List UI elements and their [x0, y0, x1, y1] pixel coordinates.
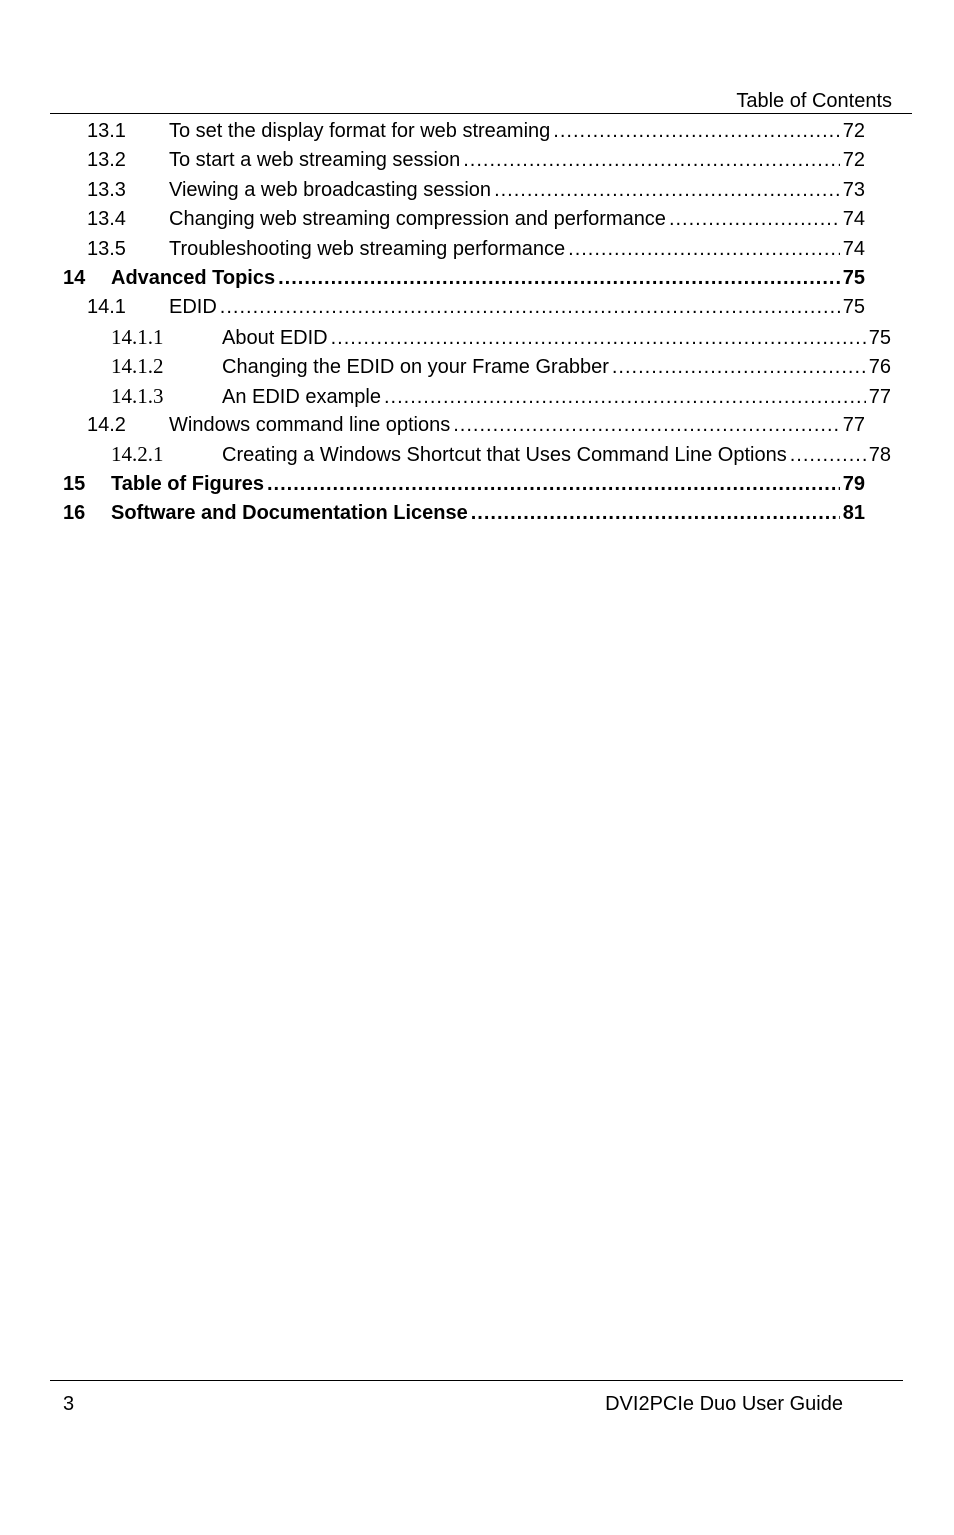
toc-entry-title: EDID: [169, 296, 217, 318]
toc-entry-title: Changing web streaming compression and performance: [169, 208, 666, 230]
toc-entry-number: 15: [63, 473, 86, 495]
toc-entry-number: 14.1: [87, 296, 126, 318]
toc-entry-title: To start a web streaming session: [169, 149, 461, 171]
footer-page-number: 3: [63, 1393, 75, 1415]
toc-entry-number: 16: [63, 502, 86, 524]
toc-dot-leader: [384, 383, 866, 412]
toc-entry-number: 14.1.3: [111, 384, 164, 408]
toc-dot-leader: [471, 499, 840, 528]
toc-entry[interactable]: [111, 382, 891, 411]
toc-dot-leader: [669, 205, 840, 234]
toc-entry-page: 75: [842, 296, 865, 318]
toc-entry-title: Windows command line options: [169, 414, 451, 436]
toc-entry-page: 79: [842, 473, 865, 495]
toc-entry-page: 81: [842, 502, 865, 524]
toc-entry-page: 74: [842, 208, 865, 230]
toc-entry-title: Viewing a web broadcasting session: [169, 179, 492, 201]
toc-entry[interactable]: [87, 411, 865, 440]
toc-entry-title: An EDID example: [222, 386, 381, 408]
toc-dot-leader: [612, 353, 866, 382]
toc-entry-number: 13.4: [87, 208, 126, 230]
toc-entry[interactable]: [63, 470, 865, 499]
toc-entry-title: Creating a Windows Shortcut that Uses Command Line Options: [222, 444, 787, 466]
toc-dot-leader: [331, 324, 866, 353]
toc-entry[interactable]: [111, 352, 891, 381]
toc-entry-number: 13.3: [87, 179, 126, 201]
toc-entry-page: 72: [842, 120, 865, 142]
toc-entry[interactable]: [87, 176, 865, 205]
toc-dot-leader: [790, 441, 866, 470]
toc-dot-leader: [278, 264, 840, 293]
toc-dot-leader: [453, 411, 840, 440]
header-divider: [50, 113, 912, 114]
running-header-title: Table of Contents: [736, 90, 892, 112]
toc-entry[interactable]: [87, 205, 865, 234]
toc-entry[interactable]: [87, 293, 865, 322]
toc-entry-page: 75: [868, 327, 891, 349]
toc-entry-page: 76: [868, 356, 891, 378]
toc-entry-number: 14: [63, 267, 86, 289]
toc-entry[interactable]: [87, 146, 865, 175]
toc-entry-title: Troubleshooting web streaming performance: [169, 238, 566, 260]
toc-entry-number: 13.5: [87, 238, 126, 260]
toc-entry-page: 73: [842, 179, 865, 201]
toc-dot-leader: [463, 146, 840, 175]
toc-entry[interactable]: [87, 117, 865, 146]
toc-entry[interactable]: [63, 264, 865, 293]
toc-entry-page: 74: [842, 238, 865, 260]
toc-entry-title: Software and Documentation License: [111, 502, 468, 524]
toc-dot-leader: [267, 470, 840, 499]
toc-dot-leader: [553, 117, 839, 146]
footer-document-title: DVI2PCIe Duo User Guide: [605, 1393, 843, 1415]
toc-entry-page: 77: [868, 386, 891, 408]
toc-entry-page: 77: [842, 414, 865, 436]
toc-dot-leader: [220, 293, 840, 322]
toc-entry-number: 13.2: [87, 149, 126, 171]
toc-entry-page: 78: [868, 444, 891, 466]
toc-entry-title: About EDID: [222, 327, 328, 349]
toc-dot-leader: [568, 235, 840, 264]
toc-entry[interactable]: [111, 323, 891, 352]
toc-entry-title: Table of Figures: [111, 473, 264, 495]
toc-entry-title: Advanced Topics: [111, 267, 276, 289]
toc-entry-number: 14.1.1: [111, 325, 164, 349]
toc-entry[interactable]: [87, 235, 865, 264]
toc-entry[interactable]: [111, 440, 891, 469]
toc-entry-number: 14.2: [87, 414, 126, 436]
toc-entry-page: 75: [842, 267, 865, 289]
toc-entry-number: 13.1: [87, 120, 126, 142]
toc-entry-page: 72: [842, 149, 865, 171]
toc-entry[interactable]: [63, 499, 865, 528]
toc-entry-number: 14.1.2: [111, 354, 164, 378]
toc-entry-number: 14.2.1: [111, 442, 164, 466]
toc-dot-leader: [494, 176, 840, 205]
toc-entry-title: To set the display format for web streaming: [169, 120, 551, 142]
footer-divider: [50, 1380, 903, 1381]
toc-entry-title: Changing the EDID on your Frame Grabber: [222, 356, 609, 378]
